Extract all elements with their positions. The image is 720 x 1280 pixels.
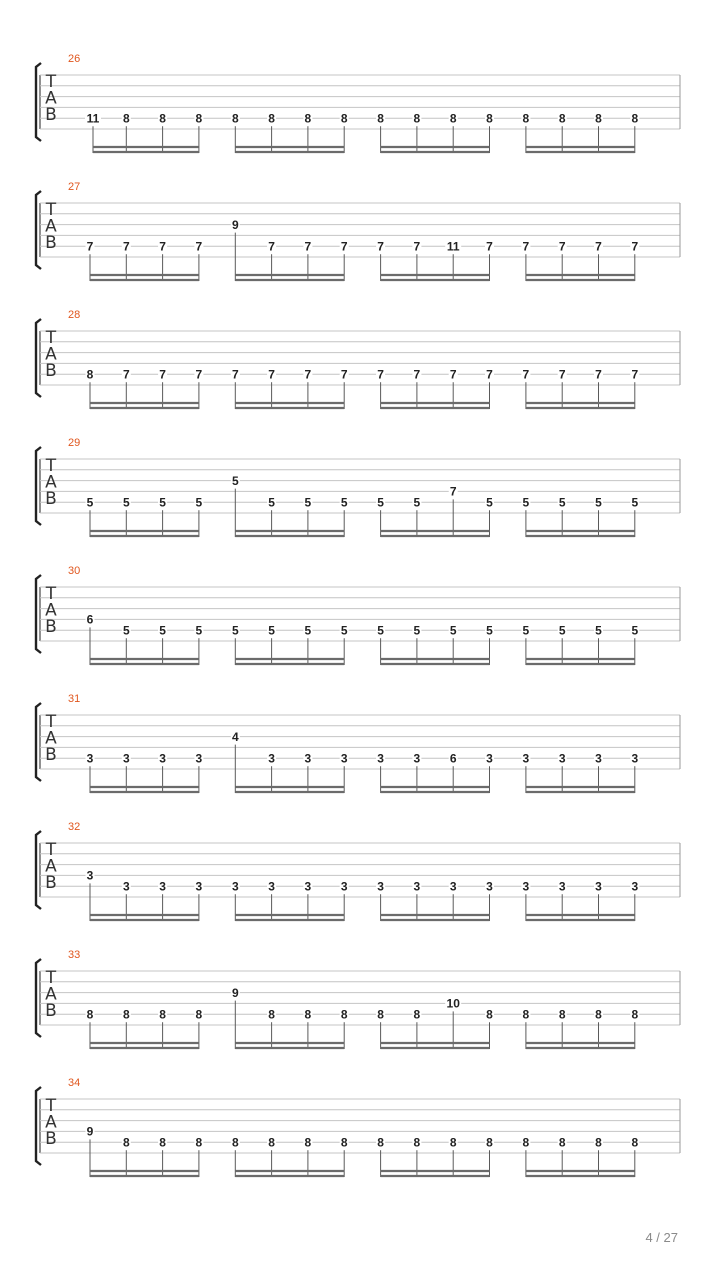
fret-number: 8 [340,1135,348,1150]
tab-clef-letter: T [45,968,57,988]
tab-system [36,309,680,409]
tab-clef-letter: B [45,745,57,765]
fret-number: 8 [231,111,239,126]
fret-number: 5 [195,623,203,638]
fret-number: 8 [522,1007,530,1022]
fret-number: 3 [159,879,166,894]
fret-number: 8 [558,111,566,126]
fret-number: 7 [304,367,312,382]
fret-number: 8 [122,1007,130,1022]
fret-number: 8 [631,1007,639,1022]
fret-number: 7 [268,239,275,254]
fret-number: 8 [631,111,639,126]
fret-number: 5 [159,495,166,510]
fret-number: 5 [159,623,166,638]
fret-number: 8 [231,1135,239,1150]
fret-number: 5 [122,495,130,510]
fret-number: 5 [304,623,312,638]
fret-number: 5 [449,623,457,638]
tab-clef-letter: A [45,344,57,365]
tab-clef-letter: T [45,712,57,732]
fret-number: 7 [558,367,566,382]
fret-number: 8 [377,111,384,126]
fret-number: 7 [304,239,312,254]
tab-clef-letter: T [45,840,57,860]
fret-number: 8 [595,1007,602,1022]
fret-number: 5 [522,495,530,510]
tab-clef-letter: A [45,856,57,877]
fret-number: 7 [631,239,639,254]
measure-number: 29 [68,437,81,449]
fret-number: 8 [377,1007,384,1022]
fret-number: 7 [595,367,602,382]
fret-number: 7 [486,239,493,254]
fret-number: 8 [340,1007,348,1022]
fret-number: 8 [486,1007,493,1022]
fret-number: 5 [522,623,530,638]
fret-number: 3 [340,879,348,894]
fret-number: 5 [340,495,348,510]
fret-number: 3 [449,879,457,894]
fret-number: 8 [558,1135,566,1150]
tab-clef-letter: A [45,216,57,237]
fret-number: 5 [86,495,94,510]
fret-number: 8 [486,111,493,126]
fret-number: 9 [231,217,239,232]
tab-clef-letter: A [45,88,57,109]
fret-number: 7 [558,239,566,254]
tab-system [36,437,680,537]
fret-number: 8 [86,367,94,382]
fret-number: 8 [377,1135,384,1150]
fret-number: 7 [122,367,130,382]
fret-number: 3 [231,879,239,894]
fret-number: 3 [268,879,275,894]
measure-number: 28 [68,309,81,321]
fret-number: 3 [522,879,530,894]
fret-number: 3 [558,879,566,894]
fret-number: 5 [377,495,384,510]
measure-number: 31 [68,693,81,705]
tab-system [36,53,680,153]
fret-number: 5 [595,623,602,638]
fret-number: 11 [86,111,100,126]
fret-number: 7 [159,239,166,254]
fret-number: 3 [377,879,384,894]
fret-number: 7 [522,239,530,254]
fret-number: 8 [595,111,602,126]
fret-number: 8 [159,1135,166,1150]
fret-number: 8 [486,1135,493,1150]
fret-number: 8 [631,1135,639,1150]
fret-number: 5 [231,623,239,638]
fret-number: 5 [595,495,602,510]
measure-number: 34 [68,1077,81,1089]
fret-number: 4 [231,729,239,744]
fret-number: 8 [413,111,421,126]
fret-number: 8 [558,1007,566,1022]
tab-system [36,181,680,281]
fret-number: 5 [631,623,639,638]
fret-number: 8 [86,1007,94,1022]
measure-number: 26 [68,53,81,65]
fret-number: 8 [268,1135,275,1150]
fret-number: 7 [449,484,457,499]
fret-number: 7 [340,367,348,382]
tab-clef-letter: T [45,456,57,476]
tab-system [36,949,680,1049]
fret-number: 3 [522,751,530,766]
fret-number: 5 [268,623,275,638]
fret-number: 8 [159,111,166,126]
fret-number: 8 [522,111,530,126]
fret-number: 8 [304,1135,312,1150]
fret-number: 7 [449,367,457,382]
tab-clef-letter: B [45,105,57,125]
fret-number: 8 [340,111,348,126]
fret-number: 8 [449,111,457,126]
fret-number: 7 [159,367,166,382]
fret-number: 3 [122,879,130,894]
fret-number: 8 [413,1007,421,1022]
fret-number: 5 [377,623,384,638]
fret-number: 5 [122,623,130,638]
measure-number: 32 [68,821,81,833]
fret-number: 3 [413,751,421,766]
fret-number: 8 [159,1007,166,1022]
tab-clef-letter: B [45,617,57,637]
fret-number: 7 [413,367,421,382]
tab-clef-letter: T [45,1096,57,1116]
measure-number: 27 [68,181,81,193]
fret-number: 3 [340,751,348,766]
fret-number: 7 [122,239,130,254]
fret-number: 5 [558,495,566,510]
tab-clef-letter: A [45,728,57,749]
fret-number: 3 [86,868,94,883]
tab-clef-letter: B [45,1129,57,1149]
fret-number: 3 [159,751,166,766]
fret-number: 3 [122,751,130,766]
fret-number: 8 [195,1135,203,1150]
measure-number: 33 [68,949,81,961]
fret-number: 3 [486,751,493,766]
fret-number: 8 [122,111,130,126]
fret-number: 8 [268,1007,275,1022]
fret-number: 3 [195,751,203,766]
fret-number: 5 [413,495,421,510]
fret-number: 8 [268,111,275,126]
fret-number: 8 [304,111,312,126]
fret-number: 8 [195,111,203,126]
tab-clef-letter: T [45,72,57,92]
fret-number: 3 [486,879,493,894]
fret-number: 3 [304,751,312,766]
fret-number: 3 [558,751,566,766]
fret-number: 3 [631,879,639,894]
fret-number: 8 [449,1135,457,1150]
tab-clef-letter: T [45,200,57,220]
fret-number: 8 [304,1007,312,1022]
fret-number: 8 [122,1135,130,1150]
tab-system [36,693,680,793]
fret-number: 3 [631,751,639,766]
fret-number: 9 [86,1124,94,1139]
tab-clef-letter: B [45,361,57,381]
fret-number: 7 [377,367,384,382]
fret-number: 9 [231,985,239,1000]
fret-number: 7 [595,239,602,254]
fret-number: 3 [86,751,94,766]
fret-number: 5 [340,623,348,638]
fret-number: 8 [522,1135,530,1150]
tab-clef-letter: A [45,472,57,493]
tab-clef-letter: B [45,489,57,509]
fret-number: 7 [195,367,203,382]
fret-number: 7 [377,239,384,254]
fret-number: 7 [86,239,94,254]
fret-number: 3 [377,751,384,766]
fret-number: 7 [631,367,639,382]
fret-number: 7 [231,367,239,382]
fret-number: 6 [86,612,94,627]
tab-clef-letter: B [45,233,57,253]
fret-number: 5 [558,623,566,638]
measure-number: 30 [68,565,81,577]
tab-system [36,565,680,665]
fret-number: 3 [595,879,602,894]
fret-number: 11 [446,239,460,254]
fret-number: 10 [446,996,460,1011]
tab-clef-letter: T [45,328,57,348]
fret-number: 7 [268,367,275,382]
fret-number: 7 [340,239,348,254]
fret-number: 8 [195,1007,203,1022]
fret-number: 7 [195,239,203,254]
fret-number: 5 [195,495,203,510]
fret-number: 5 [231,473,239,488]
fret-number: 7 [522,367,530,382]
tab-system [36,1077,680,1177]
tab-system [36,821,680,921]
fret-number: 7 [413,239,421,254]
tab-clef-letter: B [45,1001,57,1021]
fret-number: 3 [413,879,421,894]
fret-number: 5 [486,623,493,638]
tab-clef-letter: T [45,584,57,604]
fret-number: 3 [268,751,275,766]
fret-number: 8 [413,1135,421,1150]
fret-number: 8 [595,1135,602,1150]
tab-clef-letter: B [45,873,57,893]
tab-clef-letter: A [45,1112,57,1133]
fret-number: 3 [195,879,203,894]
tab-clef-letter: A [45,600,57,621]
page-number: 4 / 27 [645,1230,678,1245]
fret-number: 3 [304,879,312,894]
fret-number: 6 [449,751,457,766]
fret-number: 5 [486,495,493,510]
fret-number: 5 [413,623,421,638]
tab-clef-letter: A [45,984,57,1005]
fret-number: 7 [486,367,493,382]
fret-number: 5 [631,495,639,510]
fret-number: 5 [268,495,275,510]
fret-number: 3 [595,751,602,766]
fret-number: 5 [304,495,312,510]
